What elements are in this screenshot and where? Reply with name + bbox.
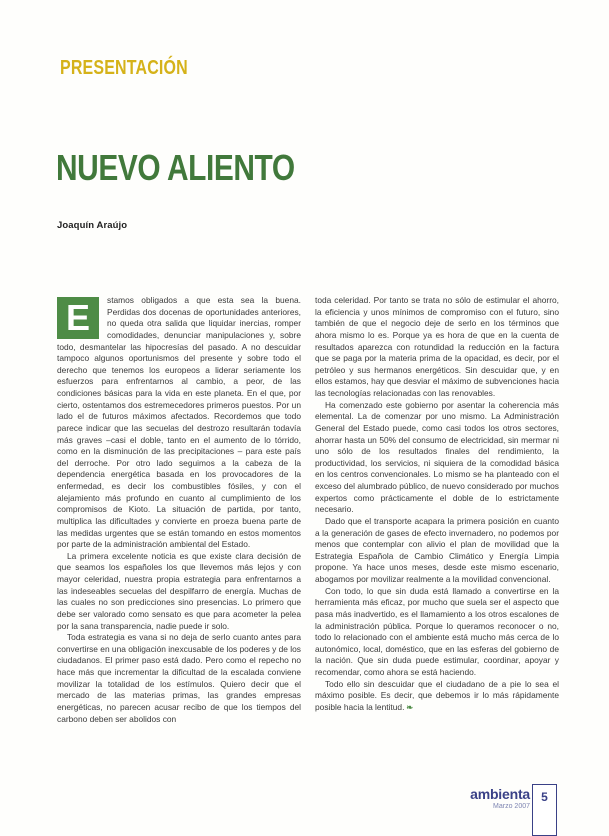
- right-column: [315, 295, 559, 725]
- left-column: [57, 295, 301, 725]
- drop-cap: E: [57, 297, 99, 339]
- paragraph: Ha comenzado este gobierno por asentar la coherencia más elemental. La de comenzar por uno mismo. La Administración General del Estado puede, como casi todos los otros sectores, ahorrar hasta un 50% del consumo de electricidad, sin mermar ni uno sólo de los resultados finales del rendimiento, la productividad, los servicios, ni siquiera de la comodidad básica en los centros convencionales. Lo mismo se ha planteado con el exceso del alumbrado público, de nuevo considerado por muchos expertos como prácticamente el doble de lo estrictamente necesario.: [315, 399, 559, 515]
- paragraph-text: stamos obligados a que esta sea la buena. Perdidas dos docenas de oportunidades anteriores, no queda otra salida que liquidar inercias, romper comodidades, denunciar manipulaciones y, sobre todo, desmantelar las hipocresías del pasado. A no descuidar tampoco algunos oportunismos del presente y sobre todo el derecho que tenemos los europeos a liderar seriamente los esfuerzos para enfrentarnos al cambio, a peor, de las condiciones básicas para la vida en este planeta. En el que, por cierto, ostentamos dos estremecedores primeros puestos. Por un lado el de futuros máximos afectados. Recordemos que todo parece indicar que las secuelas del destrozo resultarán todavía más graves –casi el doble, tanto en el aumento de lo tórrido, como en la disminución de las precipitaciones – para este país del derroche. Por otro lado seguimos a la cabeza de la dependencia energética basada en los provocadores de la enfermedad, es decir los combustibles fósiles, y con el alejamiento más profundo en cuanto al cumplimiento de los compromisos de Kioto. La situación de partida, por tanto, multiplica las dificultades y convierte en proeza buena parte de las medidas urgentes que se están tomando en estos momentos por parte de la administración ambiental del Estado.: [57, 295, 301, 550]
- page-number-box: [532, 784, 557, 836]
- article-title: NUEVO ALIENTO: [56, 147, 295, 188]
- paragraph: Dado que el transporte acapara la primera posición en cuanto a la generación de gases de efecto invernadero, no podemos por menos que contemplar con alivio el plan de movilidad que la Estrategia Española de Cambio Climático y Energía Limpia propone. Ya hace unos meses, desde este mismo escenario, abogamos por movilizar realmente a la movilidad convencional.: [315, 515, 559, 584]
- author-byline: Joaquín Araújo: [57, 220, 128, 231]
- article-body: [57, 295, 559, 725]
- paragraph: [57, 295, 301, 551]
- paragraph: La primera excelente noticia es que existe clara decisión de que seamos los españoles los que llevemos más lejos y con mayor celeridad, nuestra propia estrategia para enfrentarnos a las indeseables secuelas del despilfarro de energía. Muchas de las cuales no son predicciones sino presencias. Lo primero que debe ser valorado como sensato es que para acometer la pelea por la sana transparencia, nadie puede ir solo.: [57, 550, 301, 631]
- paragraph: Con todo, lo que sin duda está llamado a convertirse en la herramienta más eficaz, por mucho que suela ser el aspecto que pasa más inadvertido, es el llamamiento a los otros escalones de la administración pública. Porque lo queramos reconocer o no, todo lo relacionado con el ambiente está mucho más cerca de lo autonómico, local, doméstico, que en las esferas del gobierno de la nación. Que sin duda puede estimular, coordinar, apoyar y recomendar, como ahora se está haciendo.: [315, 585, 559, 677]
- issue-date: Marzo 2007: [493, 803, 530, 810]
- paragraph: Toda estrategia es vana si no deja de serlo cuanto antes para convertirse en una obligación inexcusable de los poderes y de los ciudadanos. El primer paso está dado. Pero como el repecho no hace más que incrementar la dificultad de la escalada conviene movilizar la totalidad de los estímulos. Quiero decir que el mercado de las materias primas, las grandes empresas energéticas, no parecen acusar recibo de que los tiempos del carbono deben ser abolidos con: [57, 632, 301, 724]
- paragraph: [315, 679, 559, 714]
- paragraph-text: Todo ello sin descuidar que el ciudadano de a pie lo sea el máximo posible. Es decir, que debemos ir lo más rápidamente posible hacia la lentitud.: [315, 678, 559, 712]
- paragraph: toda celeridad. Por tanto se trata no sólo de estimular el ahorro, la eficiencia y unos mínimos de compromiso con el futuro, sino también de que el negocio deje de serlo en los términos que ahora mismo lo es. Porque ya es hora de que en la cuenta de resultados aparezca con rotundidad la reducción en la factura que se paga por la materia prima de la opacidad, es decir, por el petróleo y sus hermanos energéticos. Sin descuidar que, y en ellos estamos, hay que desviar el máximo de subvenciones hacia las tecnologías relacionadas con las renovables.: [315, 295, 559, 398]
- article-end-mark-icon: ❧: [406, 702, 413, 712]
- section-kicker: PRESENTACIÓN: [60, 57, 188, 79]
- page-number: 5: [541, 790, 548, 804]
- magazine-logo: ambienta: [470, 786, 530, 802]
